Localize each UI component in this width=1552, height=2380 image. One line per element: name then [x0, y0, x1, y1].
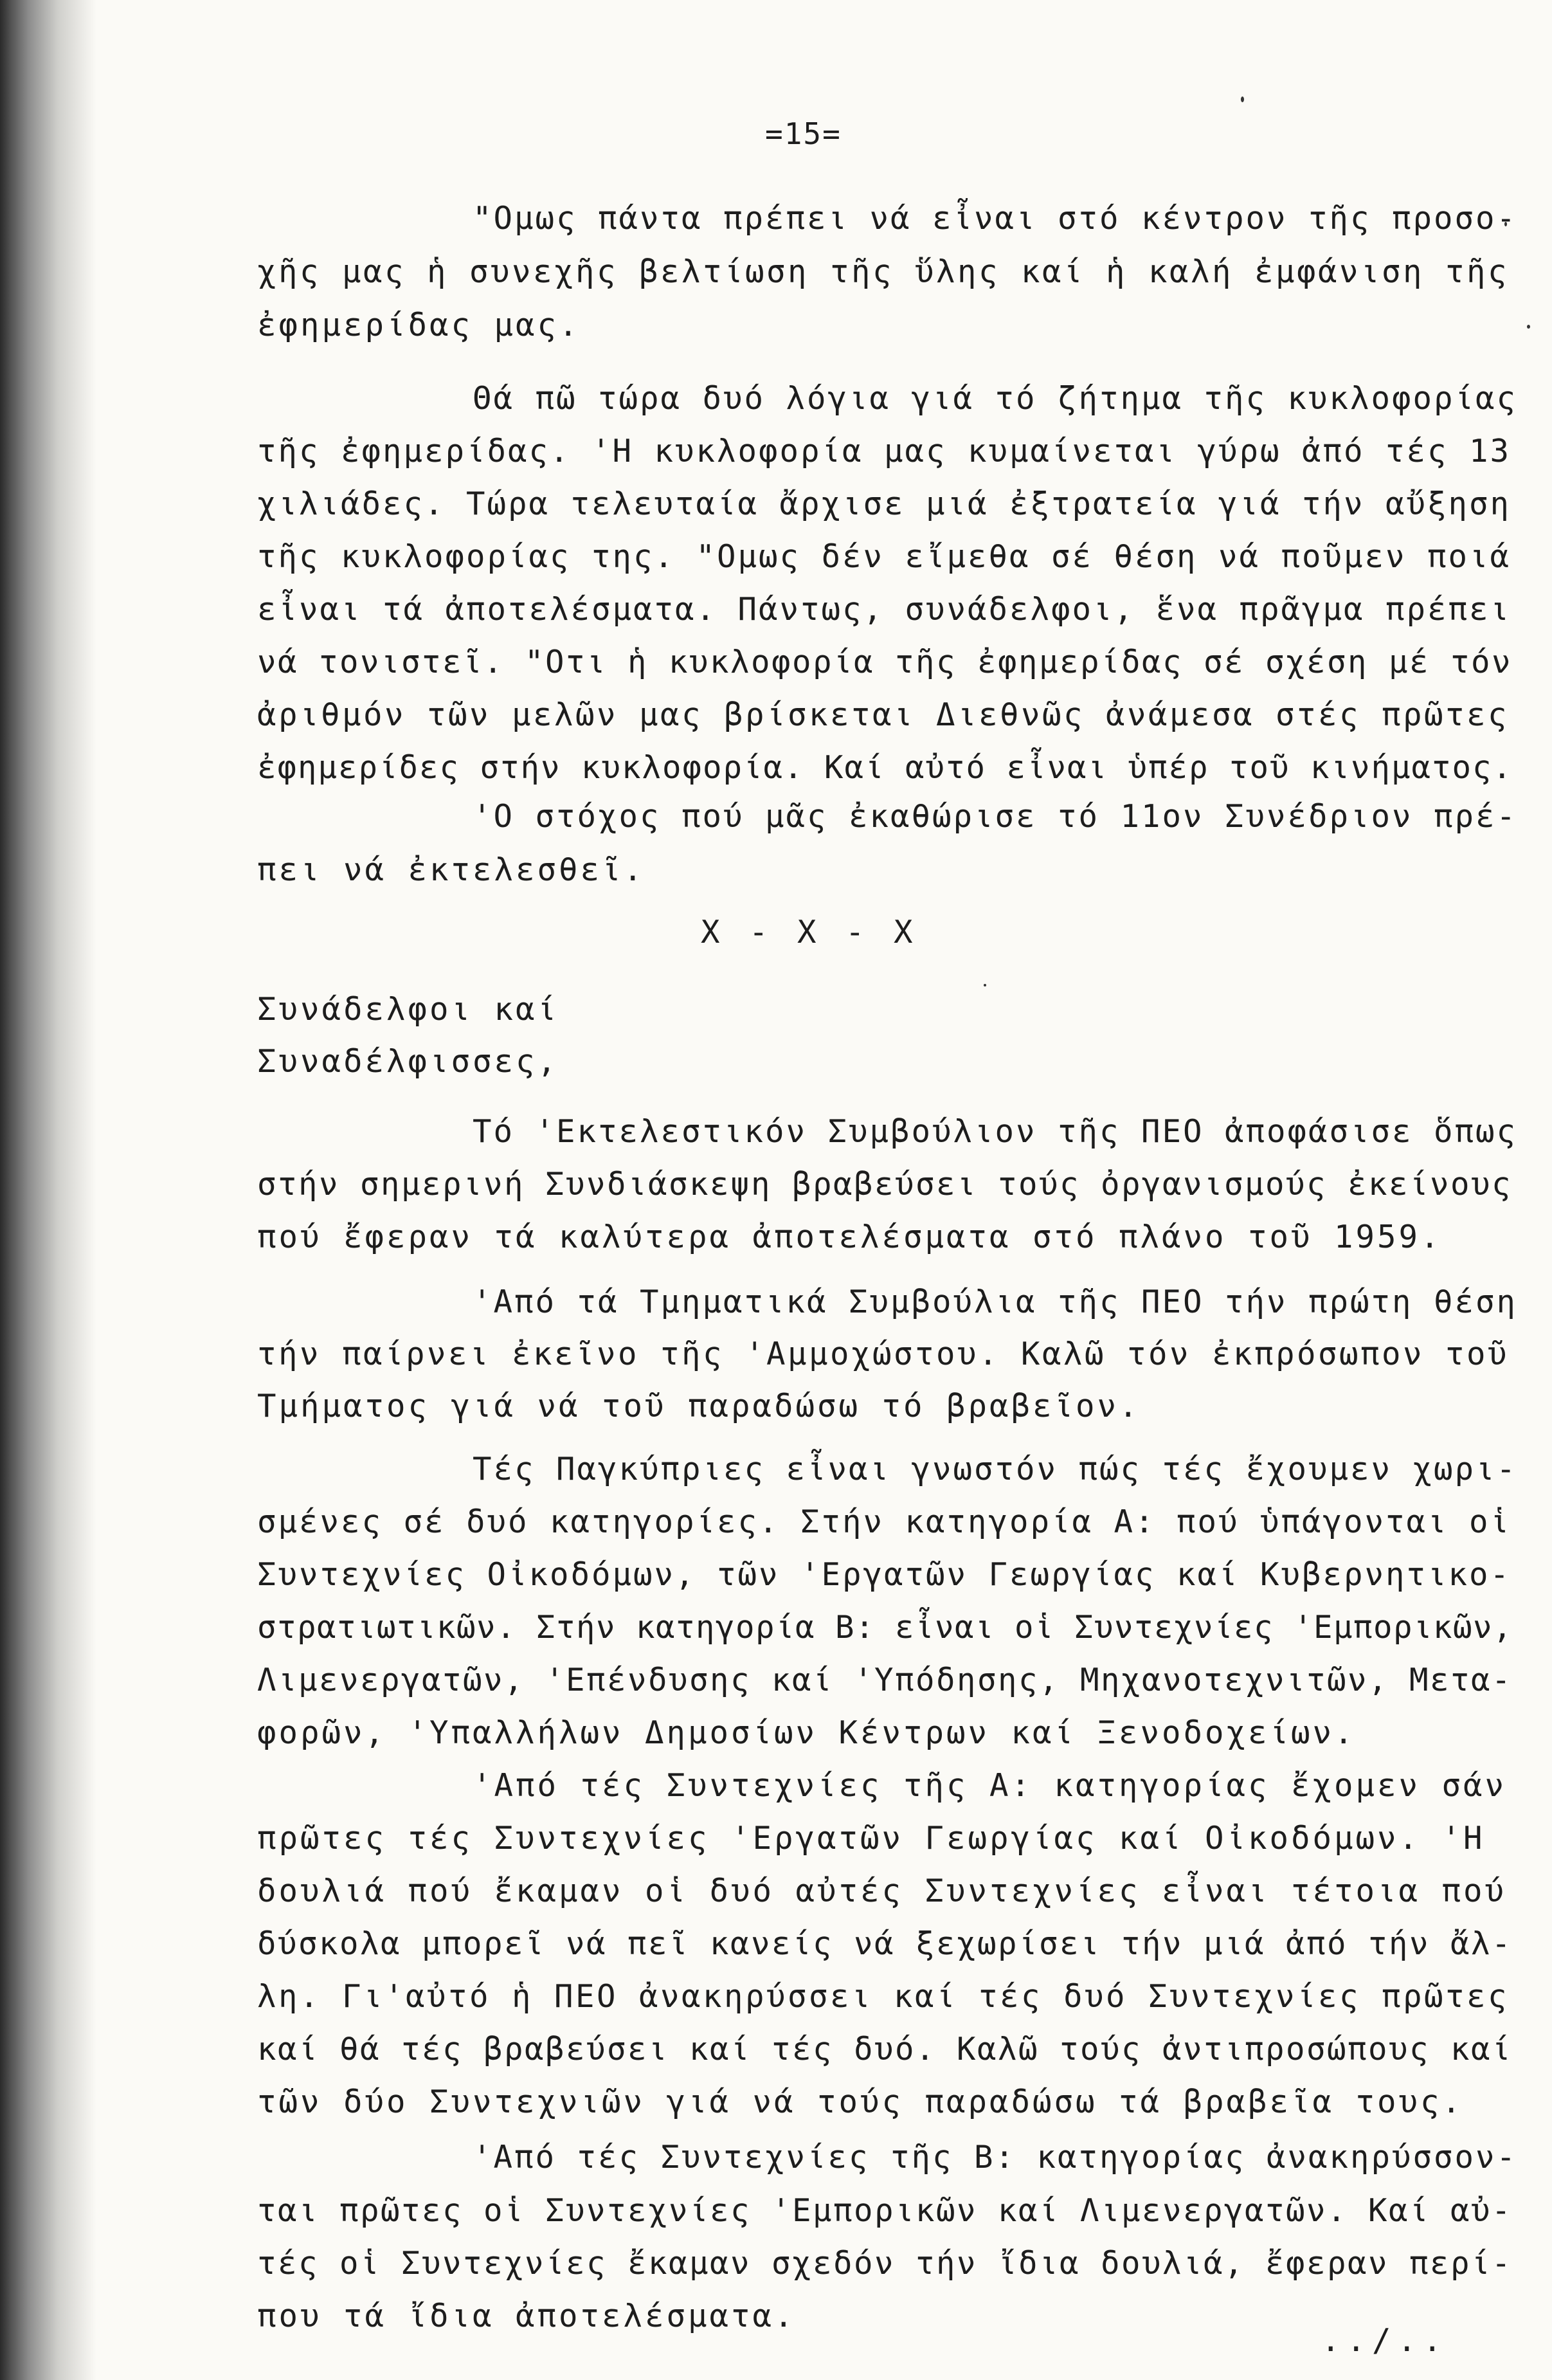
text-line: στρατιωτικῶν. Στήν κατηγορία Β: εἶναι οἱ Συντεχνίες 'Εμπορικῶν, — [257, 1609, 1513, 1646]
text-line: χῆς μας ἡ συνεχῆς βελτίωση τῆς ὕλης καί ἡ καλή ἐμφάνιση τῆς — [257, 253, 1510, 290]
text-line: σμένες σέ δυό κατηγορίες. Στήν κατηγορία Α: πού ὑπάγονται οἱ — [257, 1503, 1511, 1540]
salutation-line: Συνάδελφοι καί — [257, 991, 559, 1028]
text-line: στήν σημερινή Συνδιάσκεψη βραβεύσει τούς ὀργανισμούς ἐκείνους — [257, 1166, 1513, 1203]
text-line: Τμήματος γιά νά τοῦ παραδώσω τό βραβεῖον. — [257, 1388, 1141, 1424]
text-line: "Ομως πάντα πρέπει νά εἶναι στό κέντρον τῆς προσο- — [473, 200, 1518, 237]
text-line: Τές Παγκύπριες εἶναι γνωστόν πώς τές ἔχουμεν χωρι- — [473, 1451, 1518, 1487]
text-line: 'Από τές Συντεχνίες τῆς Β: κατηγορίας ἀνακηρύσσον- — [473, 2139, 1518, 2176]
text-line: φορῶν, 'Υπαλλήλων Δημοσίων Κέντρων καί Ξενοδοχείων. — [257, 1714, 1356, 1751]
text-line: ἐφημερίδας μας. — [257, 307, 581, 343]
text-line: πού ἔφεραν τά καλύτερα ἀποτελέσματα στό πλάνο τοῦ 1959. — [257, 1219, 1442, 1255]
continuation-mark: ../.. — [1321, 2322, 1448, 2359]
text-line: ἐφημερίδες στήν κυκλοφορία. Καί αὐτό εἶναι ὑπέρ τοῦ κινήματος. — [257, 749, 1513, 786]
text-line: νά τονιστεῖ. "Οτι ἡ κυκλοφορία τῆς ἐφημερίδας σέ σχέση μέ τόν — [257, 644, 1513, 680]
page-number: =15= — [765, 116, 842, 151]
text-line: δουλιά πού ἔκαμαν οἱ δυό αὐτές Συντεχνίες εἶναι τέτοια πού — [257, 1873, 1507, 1909]
text-line: τῆς ἐφημερίδας. 'Η κυκλοφορία μας κυμαίνεται γύρω ἀπό τές 13 — [257, 433, 1511, 469]
text-line: δύσκολα μπορεῖ νά πεῖ κανείς νά ξεχωρίσει τήν μιά ἀπό τήν ἄλ- — [257, 1925, 1513, 1962]
section-separator: Χ - Χ - Χ — [701, 914, 918, 950]
text-line: τῆς κυκλοφορίας της. "Ομως δέν εἴμεθα σέ θέση νά ποῦμεν ποιά — [257, 538, 1511, 575]
text-line: τές οἱ Συντεχνίες ἔκαμαν σχεδόν τήν ἴδια δουλιά, ἔφεραν περί- — [257, 2245, 1513, 2282]
text-line: ται πρῶτες οἱ Συντεχνίες 'Εμπορικῶν καί Λιμενεργατῶν. Καί αὐ- — [257, 2192, 1513, 2229]
text-line: πει νά ἐκτελεσθεῖ. — [257, 851, 645, 888]
text-line: που τά ἴδια ἀποτελέσματα. — [257, 2298, 796, 2334]
text-line: ἀριθμόν τῶν μελῶν μας βρίσκεται Διεθνῶς ἀνάμεσα στές πρῶτες — [257, 696, 1510, 733]
text-line: Λιμενεργατῶν, 'Επένδυσης καί 'Υπόδησης, Μηχανοτεχνιτῶν, Μετα- — [257, 1662, 1513, 1698]
text-line: χιλιάδες. Τώρα τελευταία ἄρχισε μιά ἐξτρατεία γιά τήν αὔξηση — [257, 486, 1511, 522]
text-line: 'Από τά Τμηματικά Συμβούλια τῆς ΠΕΟ τήν πρώτη θέση — [473, 1284, 1518, 1320]
text-line: πρῶτες τές Συντεχνίες 'Εργατῶν Γεωργίας καί Οἰκοδόμων. 'Η — [257, 1820, 1485, 1857]
text-line: 'Από τές Συντεχνίες τῆς Α: κατηγορίας ἔχομεν σάν — [473, 1767, 1507, 1804]
text-line: Συντεχνίες Οἰκοδόμων, τῶν 'Εργατῶν Γεωργίας καί Κυβερνητικο- — [257, 1556, 1511, 1593]
text-line: καί θά τές βραβεύσει καί τές δυό. Καλῶ τούς ἀντιπροσώπους καί — [257, 2031, 1513, 2067]
text-line: τήν παίρνει ἐκεῖνο τῆς 'Αμμοχώστου. Καλῶ τόν ἐκπρόσωπον τοῦ — [257, 1336, 1510, 1372]
text-line: τῶν δύο Συντεχνιῶν γιά νά τούς παραδώσω τά βραβεῖα τους. — [257, 2084, 1464, 2120]
text-line: Τό 'Εκτελεστικόν Συμβούλιον τῆς ΠΕΟ ἀποφάσισε ὅπως — [473, 1113, 1518, 1150]
salutation-line: Συναδέλφισσες, — [257, 1043, 559, 1080]
text-line: λη. Γι'αὐτό ἡ ΠΕΟ ἀνακηρύσσει καί τές δυό Συντεχνίες πρῶτες — [257, 1978, 1510, 2015]
text-line: Θά πῶ τώρα δυό λόγια γιά τό ζήτημα τῆς κυκλοφορίας — [473, 380, 1518, 417]
text-line: εἶναι τά ἀποτελέσματα. Πάντως, συνάδελφοι, ἕνα πρᾶγμα πρέπει — [257, 591, 1511, 628]
text-line: 'Ο στόχος πού μᾶς ἐκαθώρισε τό 11ον Συνέδριον πρέ- — [473, 798, 1518, 835]
